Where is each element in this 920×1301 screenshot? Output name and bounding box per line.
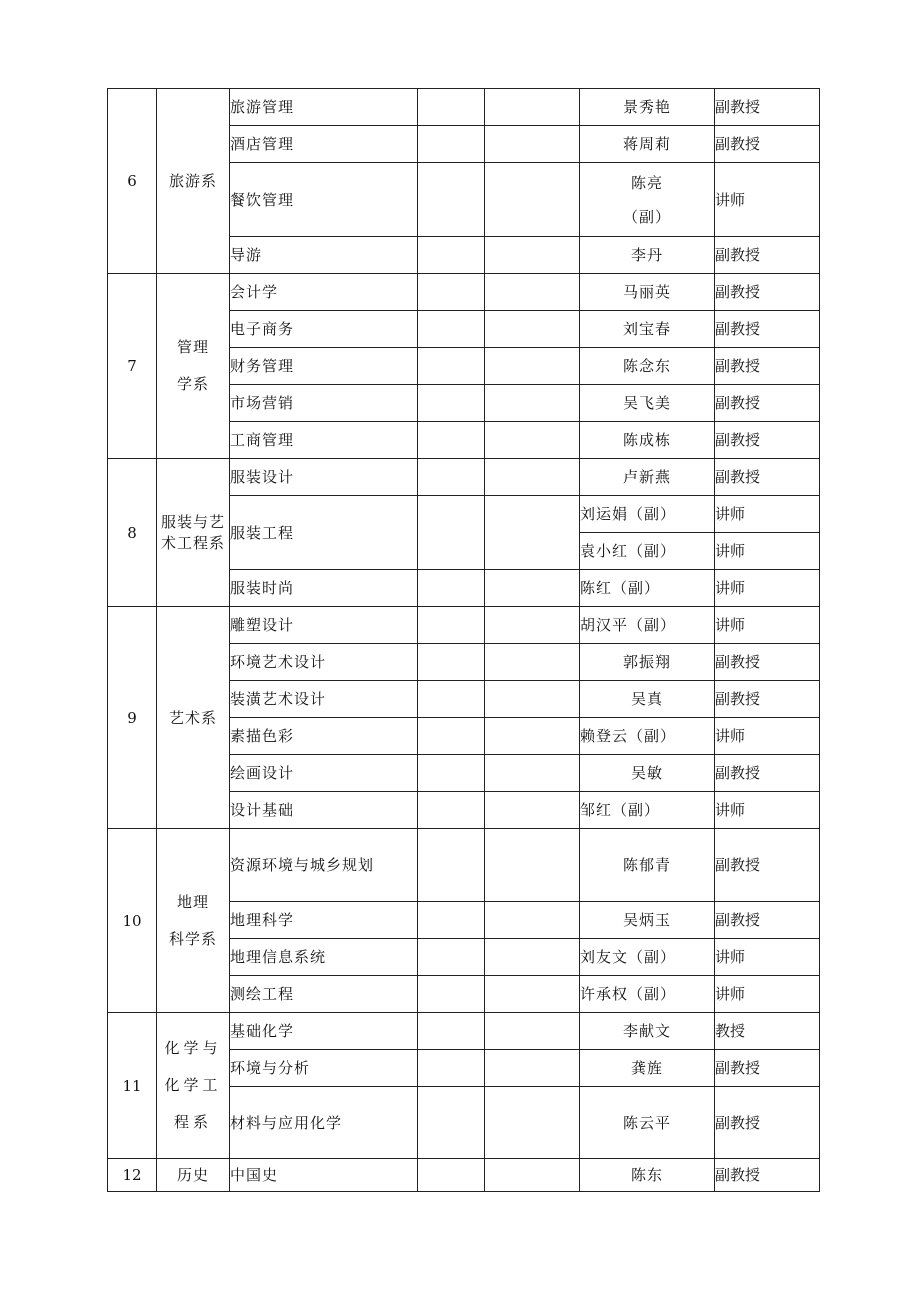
major-name: 基础化学 (230, 1013, 418, 1050)
blank-cell (418, 385, 485, 422)
person-name: 赖登云（副） (580, 718, 715, 755)
group-number: 6 (108, 89, 157, 274)
staff-table (107, 88, 820, 1192)
person-name: 刘宝春 (580, 311, 715, 348)
major-name: 测绘工程 (230, 976, 418, 1013)
person-name: 李丹 (580, 237, 715, 274)
blank-cell (418, 681, 485, 718)
blank-cell (418, 718, 485, 755)
group-number: 7 (108, 274, 157, 459)
blank-cell (418, 348, 485, 385)
table-row (108, 1013, 820, 1050)
major-name: 旅游管理 (230, 89, 418, 126)
academic-title: 副教授 (715, 1087, 820, 1159)
person-name: 吴炳玉 (580, 902, 715, 939)
blank-cell (418, 644, 485, 681)
blank-cell (485, 644, 580, 681)
major-name: 市场营销 (230, 385, 418, 422)
department-name: 化学与 化学工 程系 (157, 1013, 230, 1159)
person-name: 陈亮 （副） (580, 163, 715, 237)
academic-title: 讲师 (715, 976, 820, 1013)
academic-title: 副教授 (715, 644, 820, 681)
person-name: 郭振翔 (580, 644, 715, 681)
blank-cell (418, 1013, 485, 1050)
major-name: 服装工程 (230, 496, 418, 570)
blank-cell (418, 1050, 485, 1087)
table-row (108, 829, 820, 902)
person-name: 袁小红（副） (580, 533, 715, 570)
major-name: 环境艺术设计 (230, 644, 418, 681)
table-row (108, 89, 820, 126)
person-name: 胡汉平（副） (580, 607, 715, 644)
blank-cell (485, 163, 580, 237)
academic-title: 讲师 (715, 939, 820, 976)
blank-cell (418, 902, 485, 939)
person-name: 吴敏 (580, 755, 715, 792)
person-name: 陈成栋 (580, 422, 715, 459)
academic-title: 副教授 (715, 89, 820, 126)
academic-title: 教授 (715, 1013, 820, 1050)
blank-cell (485, 1013, 580, 1050)
department-name: 旅游系 (157, 89, 230, 274)
blank-cell (418, 459, 485, 496)
blank-cell (485, 237, 580, 274)
blank-cell (485, 718, 580, 755)
academic-title: 讲师 (715, 496, 820, 533)
blank-cell (418, 237, 485, 274)
person-name: 许承权（副） (580, 976, 715, 1013)
blank-cell (418, 422, 485, 459)
blank-cell (485, 829, 580, 902)
academic-title: 副教授 (715, 1050, 820, 1087)
group-number: 10 (108, 829, 157, 1013)
person-name: 陈东 (580, 1159, 715, 1192)
group-number: 8 (108, 459, 157, 607)
table-row (108, 607, 820, 644)
academic-title: 讲师 (715, 570, 820, 607)
department-name: 历史 (157, 1159, 230, 1192)
major-name: 装潢艺术设计 (230, 681, 418, 718)
academic-title: 讲师 (715, 163, 820, 237)
academic-title: 副教授 (715, 237, 820, 274)
person-name: 景秀艳 (580, 89, 715, 126)
major-name: 服装时尚 (230, 570, 418, 607)
blank-cell (485, 681, 580, 718)
blank-cell (418, 311, 485, 348)
major-name: 财务管理 (230, 348, 418, 385)
major-name: 会计学 (230, 274, 418, 311)
department-name: 艺术系 (157, 607, 230, 829)
table-row (108, 1159, 820, 1192)
academic-title: 讲师 (715, 607, 820, 644)
person-name: 邹红（副） (580, 792, 715, 829)
major-name: 地理信息系统 (230, 939, 418, 976)
academic-title: 副教授 (715, 1159, 820, 1192)
major-name: 导游 (230, 237, 418, 274)
blank-cell (485, 348, 580, 385)
blank-cell (418, 126, 485, 163)
academic-title: 讲师 (715, 792, 820, 829)
major-name: 雕塑设计 (230, 607, 418, 644)
person-name: 龚旌 (580, 1050, 715, 1087)
blank-cell (485, 89, 580, 126)
academic-title: 副教授 (715, 459, 820, 496)
major-name: 地理科学 (230, 902, 418, 939)
blank-cell (485, 570, 580, 607)
academic-title: 副教授 (715, 902, 820, 939)
blank-cell (418, 163, 485, 237)
blank-cell (418, 829, 485, 902)
blank-cell (485, 976, 580, 1013)
blank-cell (485, 1159, 580, 1192)
academic-title: 副教授 (715, 681, 820, 718)
blank-cell (485, 607, 580, 644)
person-name: 刘友文（副） (580, 939, 715, 976)
academic-title: 副教授 (715, 126, 820, 163)
blank-cell (485, 274, 580, 311)
blank-cell (485, 1087, 580, 1159)
blank-cell (418, 89, 485, 126)
person-name: 吴真 (580, 681, 715, 718)
major-name: 环境与分析 (230, 1050, 418, 1087)
blank-cell (418, 496, 485, 570)
blank-cell (418, 792, 485, 829)
academic-title: 副教授 (715, 311, 820, 348)
group-number: 9 (108, 607, 157, 829)
person-name: 马丽英 (580, 274, 715, 311)
person-name: 陈郁青 (580, 829, 715, 902)
group-number: 11 (108, 1013, 157, 1159)
department-name: 服装与艺 术工程系 (157, 459, 230, 607)
major-name: 中国史 (230, 1159, 418, 1192)
person-name: 李献文 (580, 1013, 715, 1050)
blank-cell (418, 1087, 485, 1159)
blank-cell (485, 755, 580, 792)
person-name: 吴飞美 (580, 385, 715, 422)
blank-cell (485, 459, 580, 496)
blank-cell (485, 939, 580, 976)
blank-cell (418, 976, 485, 1013)
person-name: 陈念东 (580, 348, 715, 385)
blank-cell (418, 570, 485, 607)
person-name: 陈红（副） (580, 570, 715, 607)
blank-cell (485, 496, 580, 570)
group-number: 12 (108, 1159, 157, 1192)
blank-cell (485, 792, 580, 829)
table-row (108, 459, 820, 496)
blank-cell (485, 126, 580, 163)
person-name: 蒋周莉 (580, 126, 715, 163)
academic-title: 副教授 (715, 274, 820, 311)
blank-cell (485, 311, 580, 348)
blank-cell (485, 902, 580, 939)
major-name: 服装设计 (230, 459, 418, 496)
major-name: 绘画设计 (230, 755, 418, 792)
person-name: 陈云平 (580, 1087, 715, 1159)
blank-cell (485, 1050, 580, 1087)
major-name: 资源环境与城乡规划 (230, 829, 418, 902)
blank-cell (418, 755, 485, 792)
blank-cell (418, 939, 485, 976)
major-name: 餐饮管理 (230, 163, 418, 237)
academic-title: 讲师 (715, 533, 820, 570)
major-name: 设计基础 (230, 792, 418, 829)
blank-cell (485, 422, 580, 459)
blank-cell (418, 274, 485, 311)
major-name: 材料与应用化学 (230, 1087, 418, 1159)
major-name: 电子商务 (230, 311, 418, 348)
blank-cell (485, 385, 580, 422)
major-name: 工商管理 (230, 422, 418, 459)
major-name: 酒店管理 (230, 126, 418, 163)
department-name: 管理 学系 (157, 274, 230, 459)
table-row (108, 274, 820, 311)
academic-title: 副教授 (715, 348, 820, 385)
blank-cell (418, 607, 485, 644)
academic-title: 副教授 (715, 385, 820, 422)
academic-title: 副教授 (715, 755, 820, 792)
department-name: 地理 科学系 (157, 829, 230, 1013)
academic-title: 副教授 (715, 422, 820, 459)
person-name: 卢新燕 (580, 459, 715, 496)
person-name: 刘运娟（副） (580, 496, 715, 533)
blank-cell (418, 1159, 485, 1192)
academic-title: 副教授 (715, 829, 820, 902)
major-name: 素描色彩 (230, 718, 418, 755)
academic-title: 讲师 (715, 718, 820, 755)
